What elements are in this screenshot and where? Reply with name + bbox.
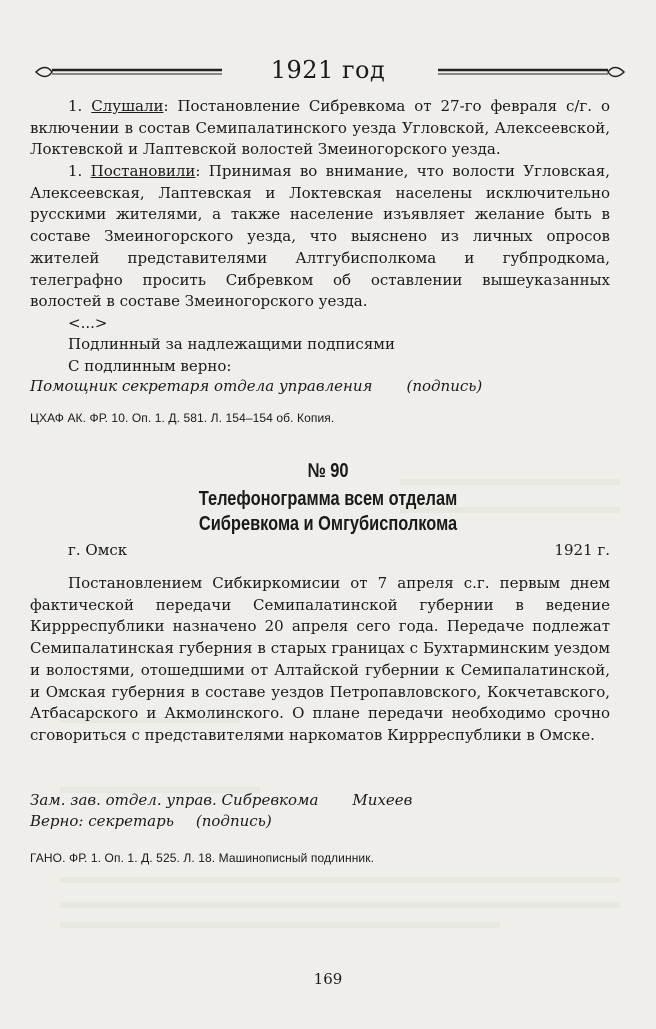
resolved-label: Постановили: [90, 162, 196, 180]
page-number: 169: [313, 970, 343, 988]
document-number: № 90: [307, 460, 349, 482]
year-heading: 1921 год: [270, 56, 386, 84]
certified-note: С подлинным верно:: [68, 357, 232, 375]
original-signed-note: Подлинный за надлежащими подписями: [68, 335, 395, 353]
verified-title: Верно: секретарь: [30, 812, 174, 830]
verified-mark: (подпись): [195, 812, 272, 830]
place-date-row: [68, 541, 610, 559]
deputy-signature: [30, 791, 412, 809]
right-ornament-icon: [436, 64, 626, 80]
heard-text: : Постановление Сибревкома от 27-го февраля с/г. о включении в состав Семипалатинского уезда Угловской, Алексеевской, Локтевской и Лаптевской волостей Змеиногорского уезда.: [30, 97, 610, 159]
resolved-text: : Принимая во внимание, что волости Угловская, Алексеевская, Лаптевская и Локтевская населены исключительно русскими жителями, а также население изъявляет желание быть в составе Змеиногорского уезда, что выяснено из личных опросов жителей представителями Алтгубисполкома и губпродкома, телеграфно просить Сибревком об оставлении вышеуказанных волостей в составе Змеиногорского уезда.: [30, 162, 610, 311]
assistant-signature: [30, 377, 482, 395]
doc1-archive-source: ЦХАФ АК. ФР. 10. Оп. 1. Д. 581. Л. 154–154 об. Копия.: [30, 411, 335, 425]
assistant-sign-mark: (подпись): [406, 377, 483, 395]
deputy-title: Зам. зав. отдел. управ. Сибревкома: [30, 791, 319, 809]
doc2-archive-source: ГАНО. ФР. 1. Оп. 1. Д. 525. Л. 18. Машинописный подлинник.: [30, 851, 375, 865]
resolved-num: 1.: [68, 162, 91, 180]
heard-paragraph: [30, 96, 610, 161]
page-header: [30, 56, 626, 88]
deputy-name: Михеев: [352, 791, 413, 809]
document-year: 1921 г.: [554, 541, 610, 559]
document-title-line1: Телефонограмма всем отделам: [198, 488, 458, 510]
document-title-line2: Сибревкома и Омгубисполкома: [198, 513, 458, 535]
verified-signature: [30, 812, 272, 830]
telephonogram-body: Постановлением Сибкиркомисии от 7 апреля с.г. первым днем фактической передачи Семипалатинской губернии в ведение Киррреспублики назначено 20 апреля сего года. Передаче подлежат Семипалатинская губерния в старых границах с Бухтарминским уездом и волостями, отошедшими от Алтайской губернии к Семипалатинской, и Омская губерния в составе уездов Петропавловского, Кокчетавского, Атбасарского и Акмолинского. О плане передачи необходимо срочно сговориться с представителями наркоматов Киррреспублики в Омске.: [30, 574, 610, 744]
heard-label: Слушали: [91, 97, 164, 115]
omission-mark: <...>: [68, 314, 108, 332]
document-place: г. Омск: [68, 541, 128, 559]
resolved-paragraph: [30, 161, 610, 313]
assistant-title: Помощник секретаря отдела управления: [30, 377, 373, 395]
heard-num: 1.: [68, 97, 92, 115]
